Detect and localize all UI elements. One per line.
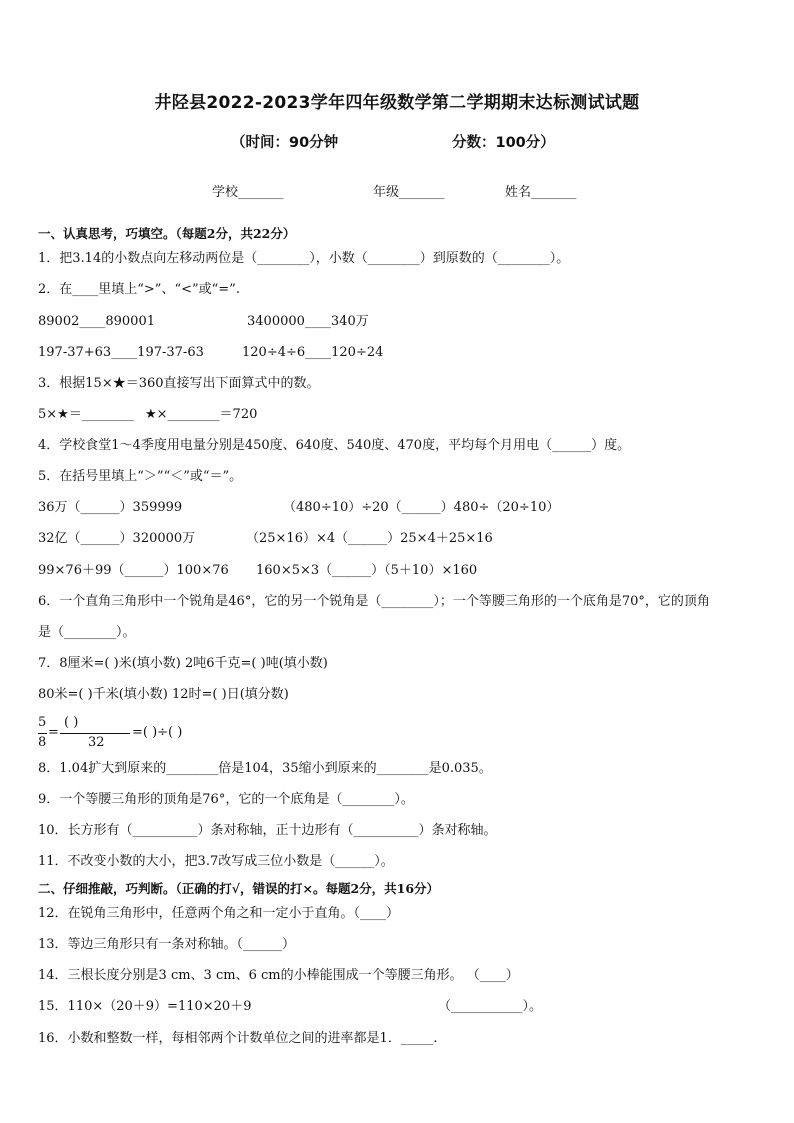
question-3-a: 5×★＝________	[38, 407, 134, 422]
question-16: 16．小数和整数一样，每相邻两个计数单位之间的进率都是1．_____.	[38, 1031, 438, 1046]
question-15: 15．110×（20＋9）=110×20＋9	[38, 999, 252, 1014]
question-1: 1．把3.14的小数点向左移动两位是（________），小数（________）到原数的（________）。	[38, 251, 570, 266]
section-1-heading: 一、认真思考，巧填空。（每题2分，共22分）	[38, 226, 296, 241]
question-15-answer: （___________）。	[438, 999, 543, 1014]
fraction-tail: =( )÷( )	[132, 725, 183, 740]
question-14: 14．三根长度分别是3 cm、3 cm、6 cm的小棒能围成一个等腰三角形。 （____）	[38, 968, 519, 983]
question-9: 9．一个等腰三角形的顶角是76°，它的一个底角是（________）。	[38, 792, 414, 807]
fraction-numerator: 5	[38, 715, 47, 730]
question-7-line-1: 7．8厘米=( )米(填小数) 2吨6千克=( )吨(填小数)	[38, 656, 328, 671]
question-10: 10．长方形有（__________）条对称轴，正十边形有（__________）条对称轴。	[38, 823, 497, 838]
fraction-equals: =	[48, 725, 59, 740]
question-5-f: 160×5×3（______）（5＋10）×160	[256, 563, 478, 578]
question-3: 3．根据15×★＝360直接写出下面算式中的数。	[38, 376, 320, 391]
question-8: 8．1.04扩大到原来的________倍是104，35缩小到原来的________是0.035。	[38, 761, 492, 776]
question-3-b: ★×________＝720	[145, 407, 258, 422]
question-5-e: 99×76＋99（______）100×76	[38, 563, 229, 578]
question-6-line-1: 6．一个直角三角形中一个锐角是46°，它的另一个锐角是（________）；一个等腰三角形的一个底角是70°，它的顶角	[38, 594, 710, 609]
question-13: 13．等边三角形只有一条对称轴。（______）	[38, 937, 296, 952]
question-2-a: 89002____890001	[38, 314, 155, 329]
fraction-bar-left	[38, 733, 47, 734]
fraction-denominator: 8	[38, 735, 47, 750]
name-field: 姓名_______	[505, 185, 577, 200]
question-7-fraction	[38, 713, 278, 753]
grade-field: 年级_______	[373, 185, 445, 200]
question-2-c: 197-37+63____197-37-63	[38, 345, 204, 360]
exam-title: 井陉县2022-2023学年四年级数学第二学期期末达标测试试题	[154, 93, 640, 113]
question-5-d: （25×16）×4（______）25×4＋25×16	[246, 531, 493, 546]
question-2-d: 120÷4÷6____120÷24	[242, 345, 384, 360]
fraction-top-blank: ( )	[64, 715, 79, 730]
question-7-line-2: 80米=( )千米(填小数) 12时=( )日(填分数)	[38, 687, 289, 702]
question-2-b: 3400000____340万	[247, 314, 369, 329]
school-field: 学校_______	[212, 185, 284, 200]
question-5: 5．在括号里填上“＞”“＜”或“＝”。	[38, 469, 243, 484]
exam-score: 分数：100分）	[452, 135, 555, 151]
question-2: 2．在____里填上“>”、“<”或“=”.	[38, 282, 240, 297]
question-11: 11．不改变小数的大小，把3.7改写成三位小数是（______）。	[38, 854, 394, 869]
question-12: 12．在锐角三角形中，任意两个角之和一定小于直角。（____）	[38, 906, 400, 921]
question-5-a: 36万（______）359999	[38, 500, 183, 515]
fraction-bottom-value: 32	[88, 735, 105, 750]
question-6-line-2: 是（________）。	[38, 625, 136, 640]
section-2-heading: 二、仔细推敲，巧判断。（正确的打√，错误的打×。每题2分，共16分）	[38, 881, 440, 896]
exam-time: （时间：90分钟	[231, 135, 339, 151]
fraction-bar-right	[60, 733, 130, 734]
question-5-c: 32亿（______）320000万	[38, 531, 196, 546]
question-5-b: （480÷10）÷20（______）480÷（20÷10）	[283, 500, 560, 515]
question-4: 4．学校食堂1～4季度用电量分别是450度、640度、540度、470度，平均每个月用电（______）度。	[38, 438, 631, 453]
